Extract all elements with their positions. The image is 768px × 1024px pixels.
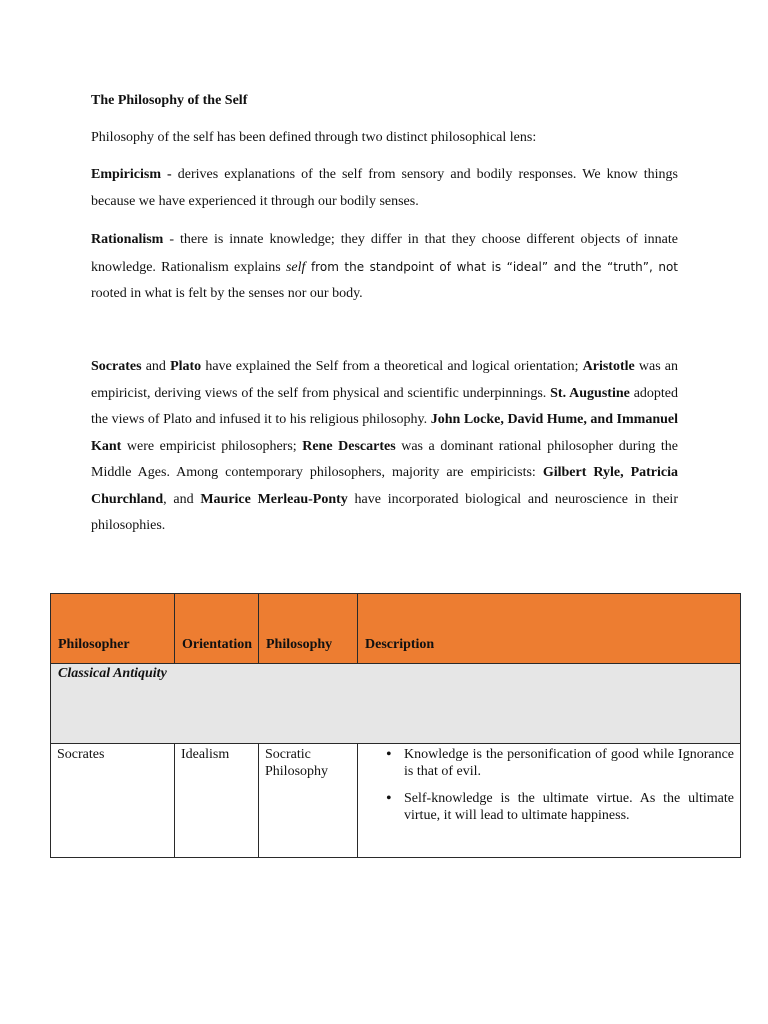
group-label: Classical Antiquity (51, 664, 741, 744)
rationalism-paragraph (91, 227, 678, 308)
list-item: • Self-knowledge is the ultimate virtue. As the ultimate virtue, it will lead to ultimate happiness. (364, 790, 734, 824)
history-text: have incorporated biological and neuroscience in their philosophies. (91, 491, 678, 533)
history-text: were empiricist philosophers; (121, 438, 303, 454)
rationalism-self-word: self (285, 259, 306, 275)
name-socrates: Socrates (91, 359, 142, 374)
document-title: The Philosophy of the Self (91, 93, 248, 108)
history-text: , and (163, 491, 201, 507)
header-orientation: Orientation (175, 594, 259, 664)
intro-paragraph: Philosophy of the self has been defined through two distinct philosophical lens: (91, 130, 537, 145)
history-text: was a dominant rational philosopher during the Middle Ages. Among contemporary philosophers, majority are empiricists: (91, 438, 678, 480)
group-row (51, 664, 741, 744)
names-empiricists: John Locke, David Hume, and Immanuel Kant (91, 412, 679, 454)
header-philosopher: Philosopher (51, 594, 175, 664)
cell-description (358, 744, 741, 858)
description-list (364, 746, 734, 824)
history-text: have explained the Self from a theoretical and logical orientation; (201, 359, 583, 374)
rationalism-sans-text: from the standpoint of what is “ideal” and the “truth”, not (305, 259, 678, 274)
name-descartes: Rene Descartes (302, 438, 396, 454)
list-item: • Knowledge is the personification of good while Ignorance is that of evil. (364, 746, 734, 780)
philosophers-table (50, 593, 741, 858)
rationalism-term: Rationalism (91, 232, 164, 247)
rationalism-text-2: rooted in what is felt by the senses nor our body. (91, 286, 363, 301)
rationalism-text-1: - there is innate knowledge; they differ in that they choose different objects of innate knowledge. Rationalism explains (91, 232, 678, 275)
history-text: was an empiricist, deriving views of the self from physical and scientific underpinnings. (91, 359, 678, 401)
cell-philosopher: Socrates (51, 744, 175, 858)
history-paragraph (91, 354, 678, 540)
name-augustine: St. Augustine (550, 385, 630, 401)
cell-philosophy: Socratic Philosophy (259, 744, 358, 858)
name-plato: Plato (170, 359, 202, 374)
names-contemporary: Gilbert Ryle, Patricia Churchland (91, 465, 678, 507)
header-philosophy: Philosophy (259, 594, 358, 664)
cell-orientation: Idealism (175, 744, 259, 858)
table-row (51, 744, 741, 858)
name-merleau-ponty: Maurice Merleau-Ponty (200, 491, 348, 507)
empiricism-paragraph (91, 162, 678, 215)
header-description: Description (358, 594, 741, 664)
history-text: and (141, 359, 171, 374)
empiricism-term: Empiricism - (91, 167, 172, 182)
name-aristotle: Aristotle (582, 359, 635, 374)
empiricism-text: derives explanations of the self from sensory and bodily responses. We know things because we have experienced it through our bodily senses. (91, 167, 678, 209)
history-text: adopted the views of Plato and infused it to his religious philosophy. (91, 385, 679, 427)
table-header-row (51, 594, 741, 664)
